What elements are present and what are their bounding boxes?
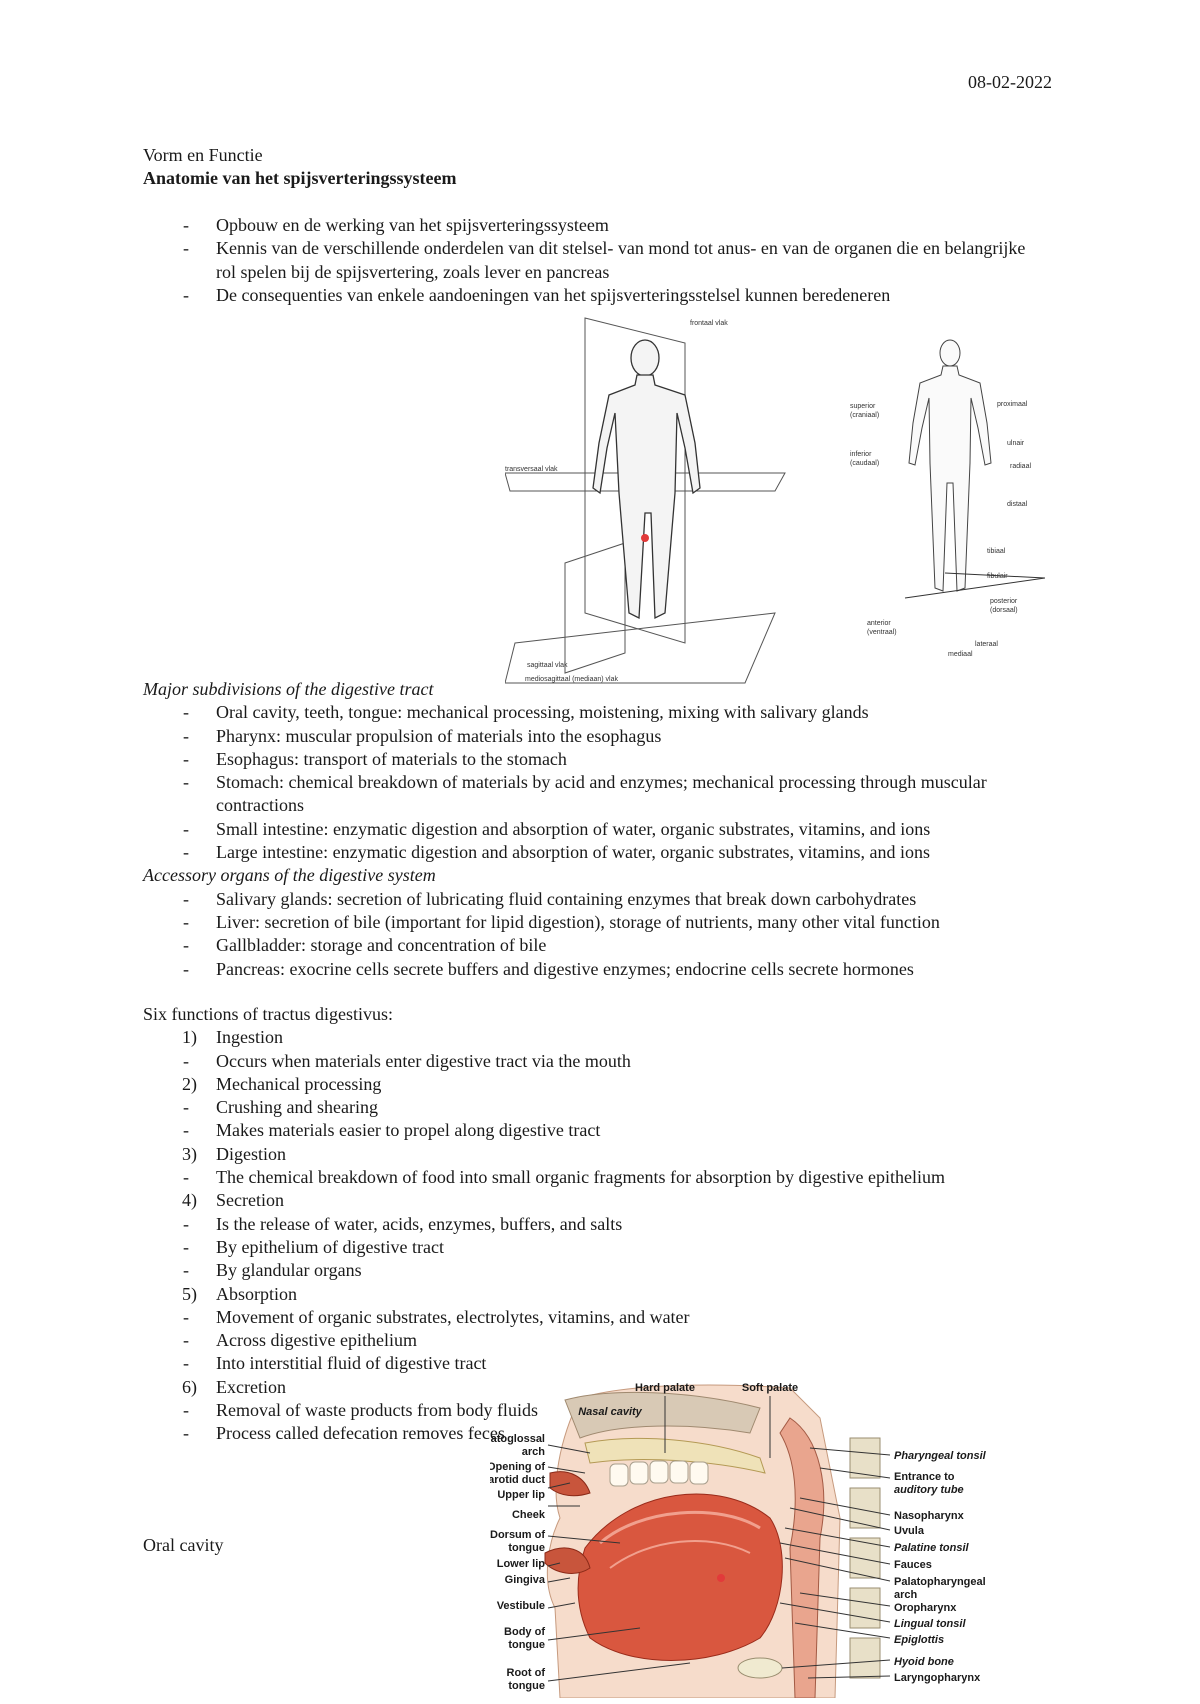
- label-proximal: proximaal: [997, 401, 1028, 408]
- list-item: - Small intestine: enzymatic digestion and absorption of water, organic substrates, vitamins, and ions: [143, 818, 1043, 841]
- list-item: - Crushing and shearing: [143, 1096, 1043, 1119]
- label-medial: mediaal: [948, 651, 973, 658]
- anatomical-planes-figure: [505, 313, 1045, 699]
- accessory-organs-list: [143, 888, 1043, 981]
- list-item: - Salivary glands: secretion of lubricating fluid containing enzymes that break down carbohydrates: [143, 888, 1043, 911]
- list-item: - Kennis van de verschillende onderdelen van dit stelsel- van mond tot anus- en van de organen die en belangrijke rol spelen bij de spijsvertering, zoals lever en pancreas: [143, 237, 1043, 284]
- label-nasopharynx: Nasopharynx: [894, 1510, 964, 1522]
- label-anterior: anterior: [867, 620, 891, 627]
- page-date: 08-02-2022: [968, 72, 1052, 92]
- label-laryngopharynx: Laryngopharynx: [894, 1672, 981, 1684]
- list-item: - Stomach: chemical breakdown of materials by acid and enzymes; mechanical processing through muscular contractions: [143, 771, 1043, 818]
- label-gingiva: Gingiva: [504, 1574, 545, 1586]
- oral-cavity-drawing: [490, 1378, 1020, 1698]
- item-number: 6): [182, 1376, 197, 1397]
- list-item: - Removal of waste products from body fluids: [143, 1399, 1043, 1422]
- label-hyoid-bone: Hyoid bone: [894, 1656, 954, 1668]
- item-number: 5): [182, 1283, 197, 1304]
- list-item: - Across digestive epithelium: [143, 1329, 1043, 1352]
- label-frontal-plane: frontaal vlak: [690, 320, 728, 327]
- list-item: - Gallbladder: storage and concentration of bile: [143, 934, 1043, 957]
- label-tongue: tongue: [508, 1542, 545, 1554]
- item-number: 4): [182, 1190, 197, 1211]
- label-entrance-to: Entrance to: [894, 1471, 955, 1483]
- label-fibular: fibulair: [987, 573, 1008, 580]
- function-item: [143, 1026, 1043, 1049]
- list-item: - The chemical breakdown of food into small organic fragments for absorption by digestive epithelium: [143, 1166, 1043, 1189]
- label-tongue: tongue: [508, 1639, 545, 1651]
- function-name: Digestion: [216, 1143, 286, 1164]
- label-root-of: Root of: [506, 1667, 545, 1679]
- label-dorsum-of: Dorsum of: [490, 1529, 545, 1541]
- label-lower-lip: Lower lip: [496, 1558, 545, 1570]
- learning-goals-list: [143, 214, 1043, 307]
- function-details: [143, 1166, 1043, 1189]
- label-fauces: Fauces: [894, 1559, 932, 1571]
- list-item: - Oral cavity, teeth, tongue: mechanical processing, moistening, mixing with salivary glands: [143, 701, 1043, 724]
- section-heading: Accessory organs of the digestive system: [143, 865, 436, 886]
- label-cranial: (craniaal): [850, 412, 880, 419]
- list-item: - Process called defecation removes feces: [143, 1422, 1043, 1445]
- label-palatopharyngeal: Palatopharyngeal: [894, 1576, 986, 1588]
- label-lingual-tonsil: Lingual tonsil: [894, 1618, 966, 1630]
- label-arch: arch: [894, 1589, 918, 1601]
- function-details: [143, 1213, 1043, 1283]
- label-tibial: tibiaal: [987, 548, 1006, 555]
- list-item: - By epithelium of digestive tract: [143, 1236, 1043, 1259]
- list-item: - De consequenties van enkele aandoeningen van het spijsverteringsstelsel kunnen beredeneren: [143, 284, 1043, 307]
- function-item: [143, 1073, 1043, 1096]
- section-heading: Major subdivisions of the digestive tract: [143, 679, 434, 699]
- major-subdivisions-section: [143, 678, 1043, 981]
- label-superior: superior: [850, 403, 876, 410]
- function-name: Mechanical processing: [216, 1073, 382, 1094]
- list-item: - Is the release of water, acids, enzymes, buffers, and salts: [143, 1213, 1043, 1236]
- label-inferior: inferior: [850, 451, 872, 458]
- label-caudal: (caudaal): [850, 460, 880, 467]
- label-distal: distaal: [1007, 501, 1028, 508]
- label-midsagittal-plane: mediosagittaal (mediaan) vlak: [525, 676, 618, 683]
- label-opening-of: Opening of: [490, 1461, 545, 1473]
- function-item: [143, 1143, 1043, 1166]
- label-auditory-tube: auditory tube: [894, 1484, 964, 1496]
- label-palatoglossal: atoglossal: [490, 1433, 545, 1445]
- function-name: Absorption: [216, 1283, 297, 1304]
- label-parotid-duct: arotid duct: [490, 1474, 545, 1486]
- label-nasal-cavity: Nasal cavity: [578, 1406, 642, 1418]
- course-name: Vorm en Functie: [143, 145, 263, 165]
- list-item: - Pancreas: exocrine cells secrete buffers and digestive enzymes; endocrine cells secrete hormones: [143, 958, 1043, 981]
- oral-cavity-heading: Oral cavity: [143, 1535, 224, 1555]
- label-ulnar: ulnair: [1007, 440, 1025, 447]
- label-arch: arch: [521, 1446, 545, 1458]
- section-heading: Six functions of tractus digestivus:: [143, 1004, 393, 1024]
- function-name: Ingestion: [216, 1027, 283, 1048]
- function-name: Excretion: [216, 1376, 286, 1397]
- list-item: - Into interstitial fluid of digestive tract: [143, 1352, 1043, 1375]
- label-dorsal: (dorsaal): [990, 607, 1018, 614]
- major-subdivisions-list: [143, 701, 1043, 864]
- list-item: - Makes materials easier to propel along digestive tract: [143, 1119, 1043, 1142]
- label-radial: radiaal: [1010, 463, 1032, 470]
- label-sagittal-plane: sagittaal vlak: [527, 662, 568, 669]
- label-lateral: lateraal: [975, 641, 998, 648]
- list-item: - By glandular organs: [143, 1259, 1043, 1282]
- function-details: [143, 1096, 1043, 1143]
- label-upper-lip: Upper lip: [497, 1489, 545, 1501]
- oral-cavity-figure: [490, 1378, 1020, 1704]
- label-body-of: Body of: [504, 1626, 545, 1638]
- function-name: Secretion: [216, 1190, 284, 1211]
- list-item: - Pharynx: muscular propulsion of materials into the esophagus: [143, 725, 1043, 748]
- function-item: [143, 1283, 1043, 1306]
- list-item: - Liver: secretion of bile (important for lipid digestion), storage of nutrients, many other vital function: [143, 911, 1043, 934]
- item-number: 2): [182, 1073, 197, 1094]
- label-cheek: Cheek: [511, 1509, 545, 1521]
- item-number: 1): [182, 1027, 197, 1048]
- label-palatine-tonsil: Palatine tonsil: [894, 1542, 969, 1554]
- page-title: Anatomie van het spijsverteringssysteem: [143, 168, 457, 188]
- list-item: - Movement of organic substrates, electrolytes, vitamins, and water: [143, 1306, 1043, 1329]
- function-item: [143, 1189, 1043, 1212]
- anatomical-planes-drawing: [505, 313, 1045, 693]
- label-epiglottis: Epiglottis: [894, 1634, 945, 1646]
- label-vestibule: Vestibule: [496, 1600, 545, 1612]
- label-uvula: Uvula: [894, 1525, 924, 1537]
- list-item: - Esophagus: transport of materials to the stomach: [143, 748, 1043, 771]
- label-hard-palate: Hard palate: [635, 1382, 695, 1394]
- list-item: - Opbouw en de werking van het spijsverteringssysteem: [143, 214, 1043, 237]
- label-pharyngeal-tonsil: Pharyngeal tonsil: [894, 1450, 986, 1462]
- item-number: 3): [182, 1143, 197, 1164]
- label-transverse-plane: transversaal vlak: [505, 466, 558, 473]
- label-posterior: posterior: [990, 598, 1018, 605]
- function-details: [143, 1050, 1043, 1073]
- list-item: - Large intestine: enzymatic digestion and absorption of water, organic substrates, vitamins, and ions: [143, 841, 1043, 864]
- label-soft-palate: Soft palate: [741, 1382, 799, 1394]
- label-tongue: tongue: [508, 1680, 545, 1692]
- label-oropharynx: Oropharynx: [894, 1602, 957, 1614]
- label-ventral: (ventraal): [867, 629, 897, 636]
- function-details: [143, 1306, 1043, 1376]
- list-item: - Occurs when materials enter digestive tract via the mouth: [143, 1050, 1043, 1073]
